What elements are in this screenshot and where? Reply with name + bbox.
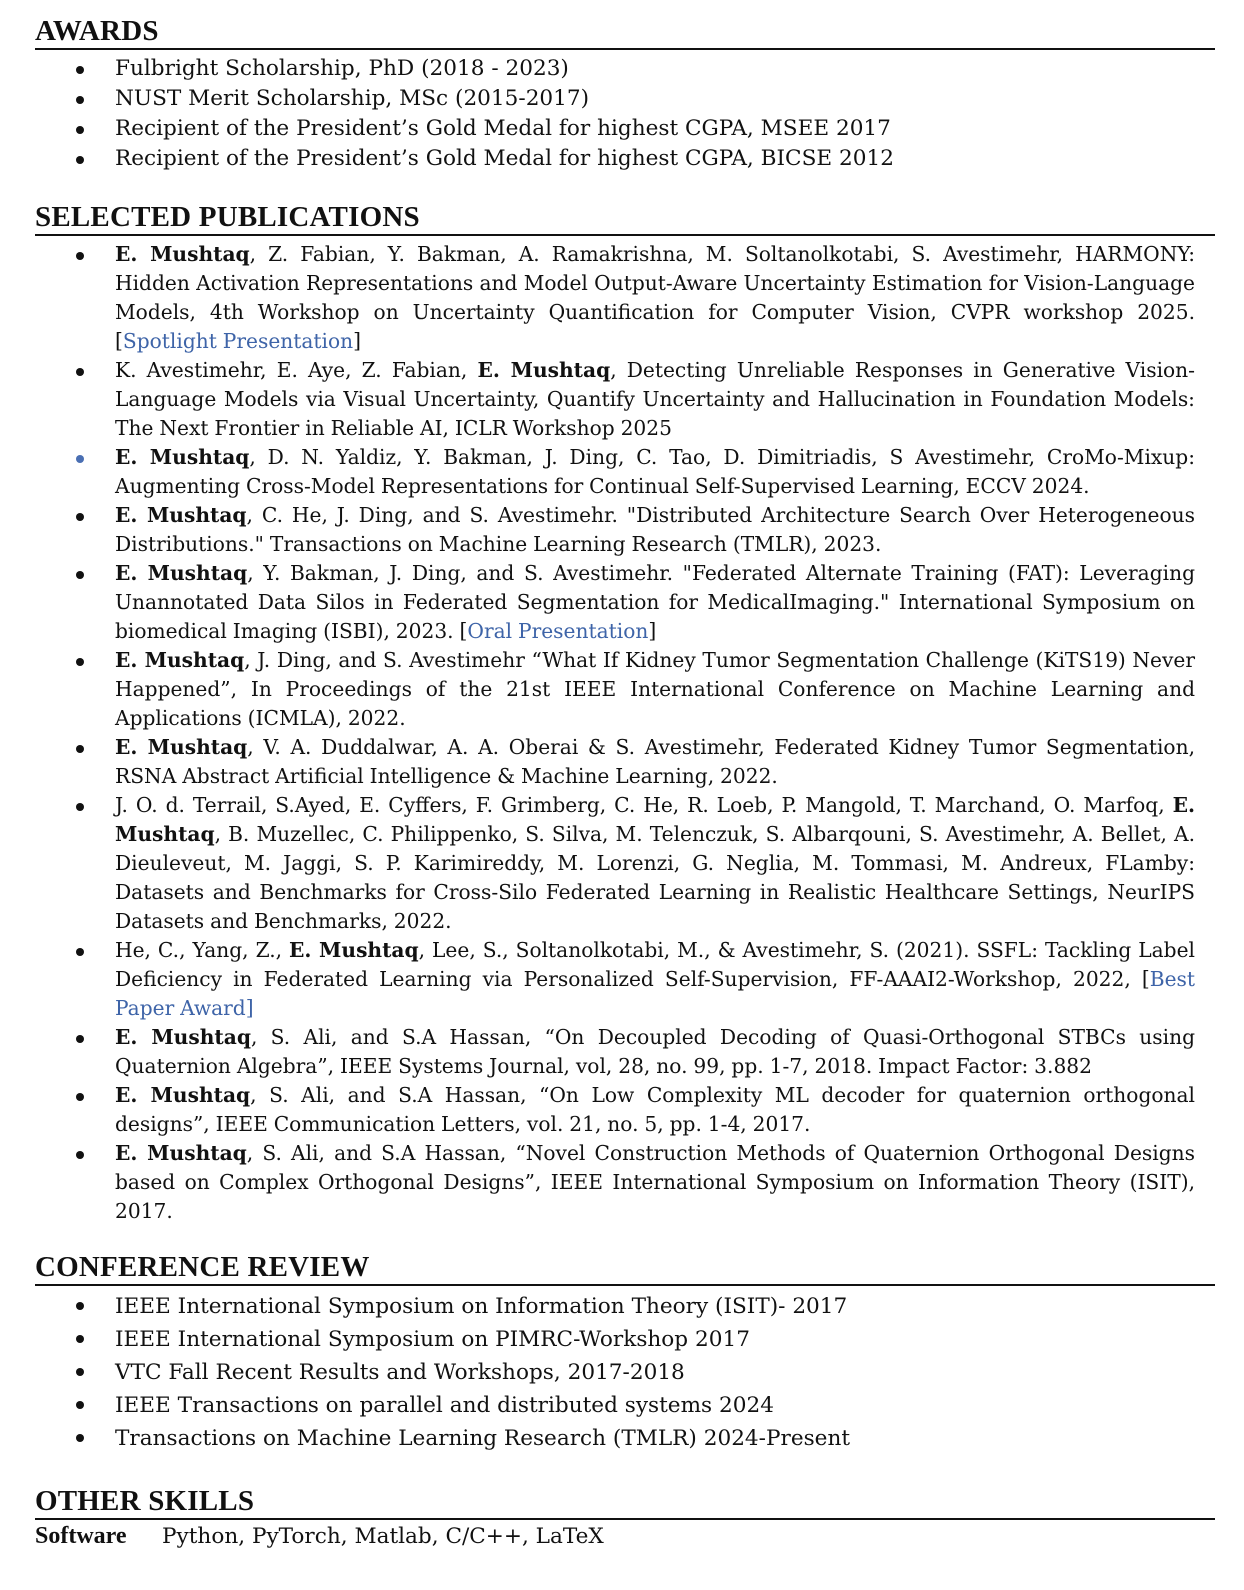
pub-author-highlight: E. Mushtaq [115,561,248,585]
award-item: NUST Merit Scholarship, MSc (2015-2017) [0,84,1195,114]
spotlight-presentation-link[interactable]: Spotlight Presentation [122,329,354,353]
skills-row [35,1521,604,1552]
pub-body: , V. A. Duddalwar, A. A. Oberai & S. Avestimehr, Federated Kidney Tumor Segmentation, RSNA Abstract Artificial Intelligence & Machine Learning, 2022. [115,735,1195,788]
pub-body: , J. Ding, and S. Avestimehr “What If Kidney Tumor Segmentation Challenge (KiTS19) Never Happened”, In Proceedings of the 21st IEEE International Conference on Machine Learning and Applications (ICMLA), 2022. [115,648,1196,730]
publication-item [0,443,1195,501]
publications-list [0,240,1195,1226]
award-item: Recipient of the President’s Gold Medal for highest CGPA, BICSE 2012 [0,144,1195,174]
publication-item [0,733,1195,791]
pub-author-highlight: E. Mushtaq [115,1025,251,1049]
pub-author-highlight: E. Mushtaq [115,242,250,266]
best-paper-award-link[interactable]: Best Paper Award] [115,967,1195,1020]
review-item: VTC Fall Recent Results and Workshops, 2017-2018 [0,1356,1195,1389]
pub-author-highlight: E. Mushtaq [115,1141,247,1165]
pub-body: , C. He, J. Ding, and S. Avestimehr. "Distributed Architecture Search Over Heterogeneous Distributions." Transactions on Machine Learning Research (TMLR), 2023. [115,503,1195,556]
publication-item [0,501,1195,559]
pub-body: , S. Ali, and S.A Hassan, “On Decoupled Decoding of Quasi-Orthogonal STBCs using Quaternion Algebra”, IEEE Systems Journal, vol, 28, no. 99, pp. 1-7, 2018. Impact Factor: 3.882 [115,1025,1196,1078]
review-item: IEEE International Symposium on Information Theory (ISIT)- 2017 [0,1290,1195,1323]
pub-body: , S. Ali, and S.A Hassan, “On Low Complexity ML decoder for quaternion orthogonal designs”, IEEE Communication Letters, vol. 21, no. 5, pp. 1-4, 2017. [115,1083,1196,1136]
pub-body: , Y. Bakman, J. Ding, and S. Avestimehr. "Federated Alternate Training (FAT): Leveraging Unannotated Data Silos in Federated Segmentation for MedicalImaging." International Symposium on biomedical Imaging (ISBI), 2023. [ [115,561,1196,643]
publication-item [0,1139,1195,1226]
pub-author-highlight: E. Mushtaq [115,793,1195,846]
skills-value: Python, PyTorch, Matlab, C/C++, LaTeX [162,1524,604,1549]
awards-heading: AWARDS [35,14,1215,50]
skills-heading: OTHER SKILLS [35,1484,1215,1520]
publication-item [0,559,1195,646]
pub-body: , D. N. Yaldiz, Y. Bakman, J. Ding, C. Tao, D. Dimitriadis, S Avestimehr, CroMo-Mixup: Augmenting Cross-Model Representations for Continual Self-Supervised Learning, ECCV 2024. [115,445,1196,498]
review-item: IEEE International Symposium on PIMRC-Workshop 2017 [0,1323,1195,1356]
review-item: Transactions on Machine Learning Research (TMLR) 2024-Present [0,1422,1195,1455]
skills-label: Software [35,1523,127,1549]
publications-heading: SELECTED PUBLICATIONS [35,200,1215,236]
pub-author-highlight: E. Mushtaq [289,938,419,962]
pub-author-highlight: E. Mushtaq [477,358,611,382]
award-item: Fulbright Scholarship, PhD (2018 - 2023) [0,54,1195,84]
pub-author-highlight: E. Mushtaq [115,503,247,527]
publication-item [0,240,1195,356]
publication-item [0,936,1195,1023]
publication-item [0,1081,1195,1139]
pub-author-highlight: E. Mushtaq [115,648,245,672]
pub-author-highlight: E. Mushtaq [115,1083,251,1107]
awards-list [0,54,1195,174]
pub-suffix: ] [353,329,362,353]
pub-prefix: K. Avestimehr, E. Aye, Z. Fabian, [115,358,478,382]
review-heading: CONFERENCE REVIEW [35,1250,1215,1286]
pub-author-highlight: E. Mushtaq [115,445,250,469]
pub-author-highlight: E. Mushtaq [115,735,248,759]
pub-body: , B. Muzellec, C. Philippenko, S. Silva, M. Telenczuk, S. Albarqouni, S. Avestimehr, A. Bellet, A. Dieuleveut, M. Jaggi, S. P. Karimireddy, M. Lorenzi, G. Neglia, M. Tommasi, M. Andreux, FLamby: Datasets and Benchmarks for Cross-Silo Federated Learning in Realistic Healthcare Settings, NeurIPS Datasets and Benchmarks, 2022. [115,822,1195,933]
review-item: IEEE Transactions on parallel and distributed systems 2024 [0,1389,1195,1422]
review-list [0,1290,1195,1455]
publication-item [0,791,1195,936]
oral-presentation-link[interactable]: Oral Presentation [467,619,649,643]
pub-body: , S. Ali, and S.A Hassan, “Novel Construction Methods of Quaternion Orthogonal Designs based on Complex Orthogonal Designs”, IEEE International Symposium on Information Theory (ISIT), 2017. [115,1141,1195,1223]
pub-body: , Detecting Unreliable Responses in Generative Vision-Language Models via Visual Uncertainty, Quantify Uncertainty and Hallucination in Foundation Models: The Next Frontier in Reliable AI, ICLR Workshop 2025 [115,358,1196,440]
pub-prefix: He, C., Yang, Z., [115,938,290,962]
pub-body: , Lee, S., Soltanolkotabi, M., & Avestimehr, S. (2021). SSFL: Tackling Label Deficiency in Federated Learning via Personalized Self-Supervision, FF-AAAI2-Workshop, 2022, [ [115,938,1196,991]
award-item: Recipient of the President’s Gold Medal for highest CGPA, MSEE 2017 [0,114,1195,144]
publication-item [0,1023,1195,1081]
publication-item [0,646,1195,733]
pub-prefix: J. O. d. Terrail, S.Ayed, E. Cyffers, F. Grimberg, C. He, R. Loeb, P. Mangold, T. Marchand, O. Marfoq, [115,793,1173,817]
publication-item [0,356,1195,443]
pub-suffix: ] [648,619,657,643]
pub-body: , Z. Fabian, Y. Bakman, A. Ramakrishna, M. Soltanolkotabi, S. Avestimehr, HARMONY: Hidden Activation Representations and Model Output-Aware Uncertainty Estimation for Vision-Language Models, 4th Workshop on Uncertainty Quantification for Computer Vision, CVPR workshop 2025. [ [115,242,1195,353]
